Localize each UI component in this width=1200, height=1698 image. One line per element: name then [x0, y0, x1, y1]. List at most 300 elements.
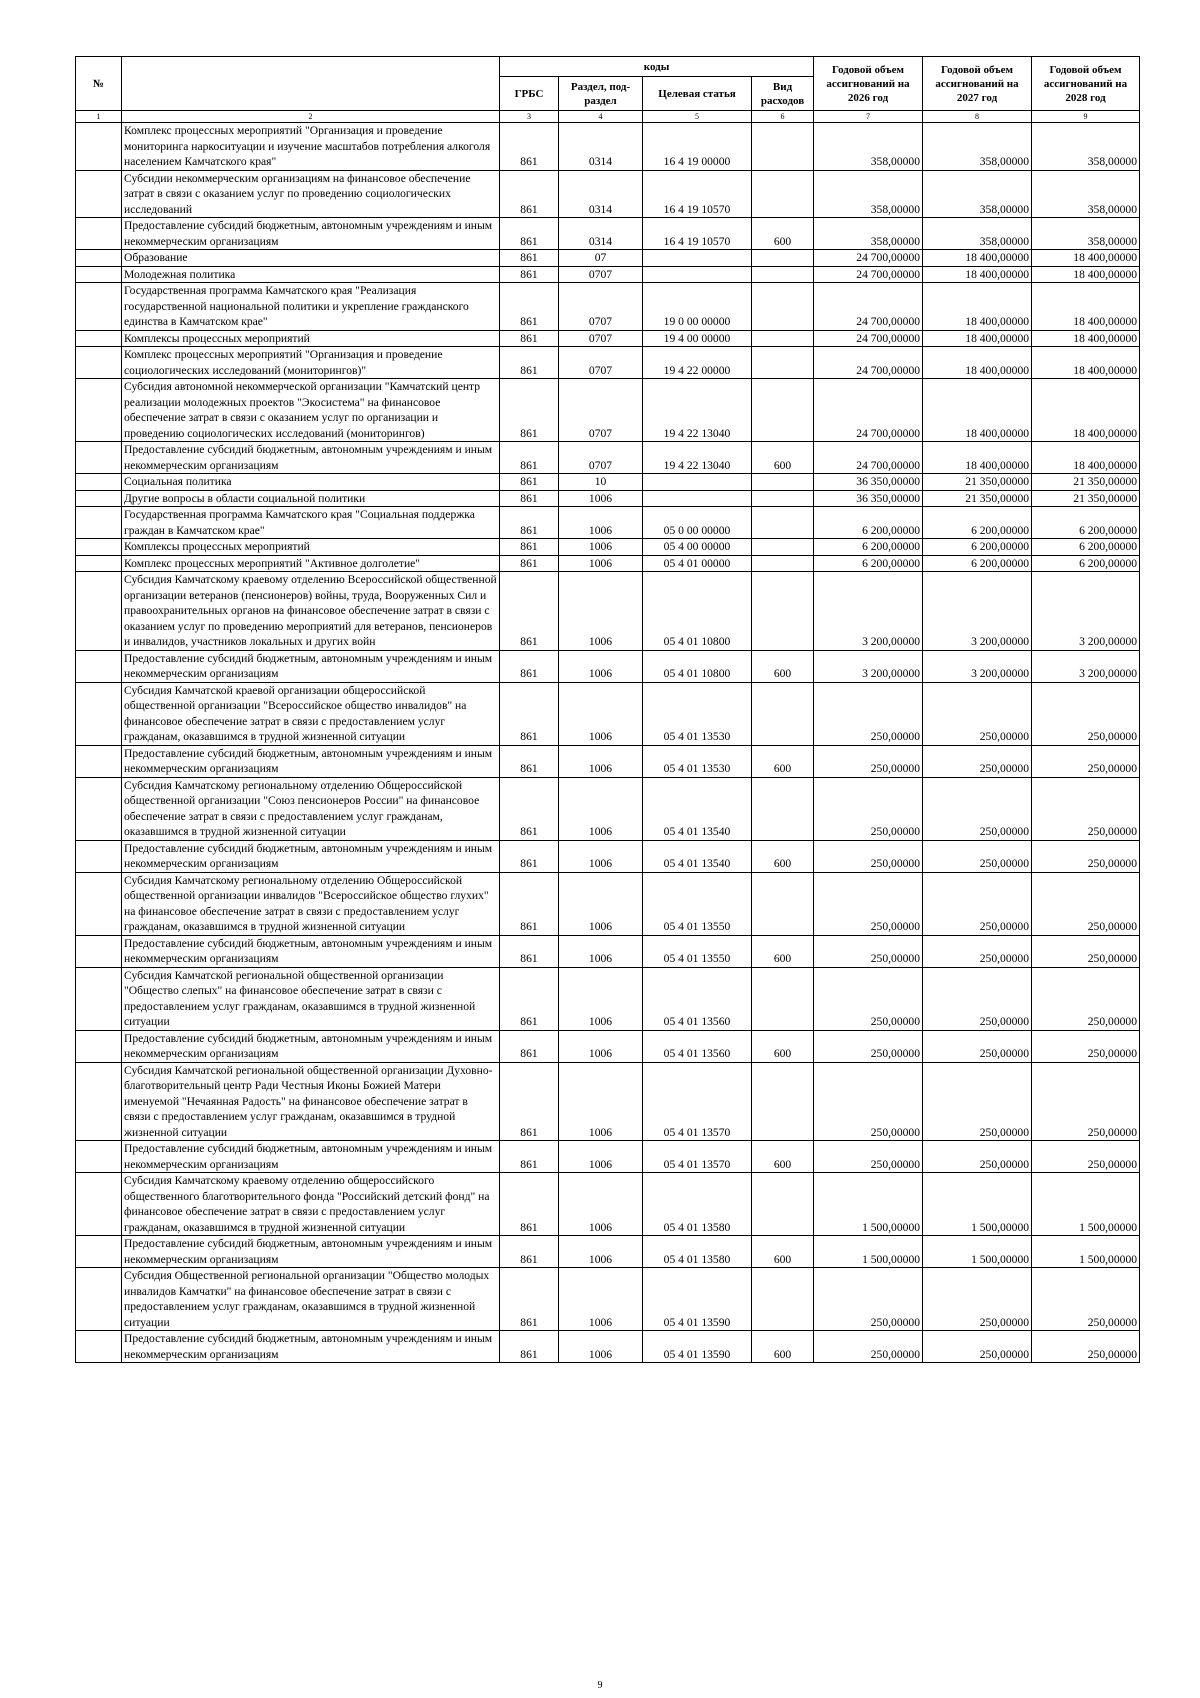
- grbs-cell: 861: [500, 123, 559, 171]
- row-number-cell: [76, 490, 122, 507]
- amount-2027-cell: 21 350,00000: [923, 490, 1032, 507]
- amount-2028-cell: 250,00000: [1032, 1331, 1140, 1363]
- row-name-cell: Субсидия Камчатской краевой организации общероссийской общественной организации "Всероссийское общество инвалидов" на финансовое обеспечение затрат в связи с предоставлением услуг гражданам, оказавшимся в трудной жизненной ситуации: [122, 682, 500, 745]
- section-cell: 1006: [559, 507, 643, 539]
- section-cell: 1006: [559, 1141, 643, 1173]
- table-row: [76, 777, 1140, 840]
- expense-type-cell: [752, 170, 814, 218]
- expense-type-cell: 600: [752, 935, 814, 967]
- grbs-cell: 861: [500, 555, 559, 572]
- grbs-cell: 861: [500, 1236, 559, 1268]
- amount-2028-cell: 18 400,00000: [1032, 250, 1140, 267]
- amount-2026-cell: 24 700,00000: [814, 442, 923, 474]
- amount-2027-cell: 250,00000: [923, 1141, 1032, 1173]
- amount-2028-cell: 250,00000: [1032, 1141, 1140, 1173]
- amount-2027-cell: 250,00000: [923, 935, 1032, 967]
- target-article-cell: 05 4 01 13560: [643, 967, 752, 1030]
- row-name-cell: Субсидия Камчатскому краевому отделению Всероссийской общественной организации ветеранов (пенсионеров) войны, труда, Вооруженных Сил и правоохранительных органов на финансовое обеспечение затрат в связи с оказанием услуг по проведению мероприятий для ветеранов, пенсионеров и инвалидов, участников локальных и других войн: [122, 572, 500, 651]
- amount-2026-cell: 358,00000: [814, 123, 923, 171]
- amount-2026-cell: 358,00000: [814, 218, 923, 250]
- expense-type-cell: [752, 572, 814, 651]
- amount-2026-cell: 6 200,00000: [814, 507, 923, 539]
- amount-2026-cell: 24 700,00000: [814, 250, 923, 267]
- grbs-cell: 861: [500, 745, 559, 777]
- row-number-cell: [76, 539, 122, 556]
- expense-type-cell: [752, 1268, 814, 1331]
- section-cell: 0314: [559, 170, 643, 218]
- amount-2028-cell: 18 400,00000: [1032, 442, 1140, 474]
- header-2028: Годовой объем ассигнований на 2028 год: [1032, 57, 1140, 111]
- amount-2028-cell: 358,00000: [1032, 218, 1140, 250]
- table-row: [76, 1062, 1140, 1141]
- header-no: №: [76, 57, 122, 111]
- header-2027: Годовой объем ассигнований на 2027 год: [923, 57, 1032, 111]
- amount-2027-cell: 250,00000: [923, 777, 1032, 840]
- row-number-cell: [76, 745, 122, 777]
- expense-type-cell: [752, 123, 814, 171]
- table-row: [76, 330, 1140, 347]
- header-name: [122, 57, 500, 111]
- row-number-cell: [76, 872, 122, 935]
- row-number-cell: [76, 682, 122, 745]
- row-name-cell: Комплексы процессных мероприятий: [122, 539, 500, 556]
- target-article-cell: 05 4 01 13540: [643, 777, 752, 840]
- amount-2026-cell: 250,00000: [814, 745, 923, 777]
- section-cell: 1006: [559, 840, 643, 872]
- grbs-cell: 861: [500, 250, 559, 267]
- section-cell: 0707: [559, 347, 643, 379]
- section-cell: 1006: [559, 539, 643, 556]
- amount-2028-cell: 250,00000: [1032, 1030, 1140, 1062]
- expense-type-cell: 600: [752, 745, 814, 777]
- grbs-cell: 861: [500, 650, 559, 682]
- row-number-cell: [76, 1062, 122, 1141]
- amount-2026-cell: 1 500,00000: [814, 1173, 923, 1236]
- table-row: [76, 1331, 1140, 1363]
- grbs-cell: 861: [500, 490, 559, 507]
- row-name-cell: Другие вопросы в области социальной политики: [122, 490, 500, 507]
- amount-2026-cell: 250,00000: [814, 967, 923, 1030]
- table-row: [76, 283, 1140, 331]
- section-cell: 1006: [559, 967, 643, 1030]
- amount-2026-cell: 24 700,00000: [814, 283, 923, 331]
- row-name-cell: Предоставление субсидий бюджетным, автономным учреждениям и иным некоммерческим организациям: [122, 442, 500, 474]
- column-number: 1: [76, 111, 122, 123]
- row-name-cell: Предоставление субсидий бюджетным, автономным учреждениям и иным некоммерческим организациям: [122, 840, 500, 872]
- grbs-cell: 861: [500, 347, 559, 379]
- target-article-cell: 05 4 01 10800: [643, 650, 752, 682]
- header-rz: Раздел, под-раздел: [559, 77, 643, 111]
- amount-2027-cell: 3 200,00000: [923, 572, 1032, 651]
- row-number-cell: [76, 442, 122, 474]
- amount-2026-cell: 3 200,00000: [814, 572, 923, 651]
- table-row: [76, 474, 1140, 491]
- row-number-cell: [76, 330, 122, 347]
- section-cell: 1006: [559, 1236, 643, 1268]
- row-number-cell: [76, 266, 122, 283]
- target-article-cell: [643, 250, 752, 267]
- amount-2027-cell: 250,00000: [923, 1268, 1032, 1331]
- amount-2027-cell: 18 400,00000: [923, 442, 1032, 474]
- amount-2026-cell: 24 700,00000: [814, 330, 923, 347]
- table-row: [76, 935, 1140, 967]
- section-cell: 1006: [559, 777, 643, 840]
- section-cell: 0707: [559, 442, 643, 474]
- grbs-cell: 861: [500, 872, 559, 935]
- expense-type-cell: 600: [752, 442, 814, 474]
- amount-2027-cell: 18 400,00000: [923, 266, 1032, 283]
- row-number-cell: [76, 283, 122, 331]
- amount-2028-cell: 250,00000: [1032, 872, 1140, 935]
- target-article-cell: 19 4 00 00000: [643, 330, 752, 347]
- amount-2026-cell: 250,00000: [814, 777, 923, 840]
- row-name-cell: Предоставление субсидий бюджетным, автономным учреждениям и иным некоммерческим организациям: [122, 1331, 500, 1363]
- row-number-cell: [76, 555, 122, 572]
- row-number-cell: [76, 777, 122, 840]
- expense-type-cell: 600: [752, 650, 814, 682]
- header-cs: Целевая статья: [643, 77, 752, 111]
- row-number-cell: [76, 507, 122, 539]
- table-row: [76, 490, 1140, 507]
- table-row: [76, 572, 1140, 651]
- row-number-cell: [76, 218, 122, 250]
- row-name-cell: Предоставление субсидий бюджетным, автономным учреждениям и иным некоммерческим организациям: [122, 1030, 500, 1062]
- amount-2026-cell: 250,00000: [814, 682, 923, 745]
- amount-2026-cell: 358,00000: [814, 170, 923, 218]
- budget-table: [75, 56, 1140, 1363]
- expense-type-cell: 600: [752, 1141, 814, 1173]
- amount-2028-cell: 3 200,00000: [1032, 572, 1140, 651]
- expense-type-cell: 600: [752, 840, 814, 872]
- amount-2028-cell: 18 400,00000: [1032, 283, 1140, 331]
- row-name-cell: Субсидии некоммерческим организациям на финансовое обеспечение затрат в связи с оказанием услуг по проведению социологических исследований: [122, 170, 500, 218]
- amount-2027-cell: 18 400,00000: [923, 250, 1032, 267]
- target-article-cell: 05 4 01 10800: [643, 572, 752, 651]
- amount-2028-cell: 21 350,00000: [1032, 490, 1140, 507]
- section-cell: 1006: [559, 1331, 643, 1363]
- grbs-cell: 861: [500, 474, 559, 491]
- column-number: 3: [500, 111, 559, 123]
- row-name-cell: Образование: [122, 250, 500, 267]
- expense-type-cell: [752, 555, 814, 572]
- amount-2028-cell: 250,00000: [1032, 935, 1140, 967]
- target-article-cell: [643, 490, 752, 507]
- expense-type-cell: [752, 283, 814, 331]
- grbs-cell: 861: [500, 1030, 559, 1062]
- grbs-cell: 861: [500, 218, 559, 250]
- amount-2027-cell: 18 400,00000: [923, 379, 1032, 442]
- column-number: 5: [643, 111, 752, 123]
- grbs-cell: 861: [500, 170, 559, 218]
- table-row: [76, 745, 1140, 777]
- section-cell: 1006: [559, 1173, 643, 1236]
- amount-2027-cell: 250,00000: [923, 840, 1032, 872]
- target-article-cell: 05 4 01 13550: [643, 935, 752, 967]
- row-number-cell: [76, 474, 122, 491]
- table-row: [76, 539, 1140, 556]
- section-cell: 0707: [559, 283, 643, 331]
- amount-2028-cell: 6 200,00000: [1032, 507, 1140, 539]
- table-row: [76, 1268, 1140, 1331]
- row-number-cell: [76, 1141, 122, 1173]
- section-cell: 1006: [559, 1062, 643, 1141]
- row-number-cell: [76, 347, 122, 379]
- amount-2027-cell: 1 500,00000: [923, 1236, 1032, 1268]
- column-number: 2: [122, 111, 500, 123]
- target-article-cell: 05 4 01 13570: [643, 1062, 752, 1141]
- expense-type-cell: [752, 474, 814, 491]
- amount-2026-cell: 24 700,00000: [814, 379, 923, 442]
- amount-2027-cell: 250,00000: [923, 872, 1032, 935]
- grbs-cell: 861: [500, 1331, 559, 1363]
- amount-2026-cell: 6 200,00000: [814, 555, 923, 572]
- section-cell: 1006: [559, 650, 643, 682]
- table-row: [76, 840, 1140, 872]
- section-cell: 1006: [559, 872, 643, 935]
- table-row: [76, 266, 1140, 283]
- amount-2028-cell: 250,00000: [1032, 840, 1140, 872]
- section-cell: 10: [559, 474, 643, 491]
- table-row: [76, 1030, 1140, 1062]
- amount-2028-cell: 250,00000: [1032, 777, 1140, 840]
- row-name-cell: Предоставление субсидий бюджетным, автономным учреждениям и иным некоммерческим организациям: [122, 1236, 500, 1268]
- expense-type-cell: [752, 1062, 814, 1141]
- amount-2027-cell: 21 350,00000: [923, 474, 1032, 491]
- amount-2027-cell: 250,00000: [923, 967, 1032, 1030]
- target-article-cell: 16 4 19 10570: [643, 218, 752, 250]
- grbs-cell: 861: [500, 682, 559, 745]
- amount-2028-cell: 358,00000: [1032, 123, 1140, 171]
- row-name-cell: Предоставление субсидий бюджетным, автономным учреждениям и иным некоммерческим организациям: [122, 935, 500, 967]
- column-number: 7: [814, 111, 923, 123]
- target-article-cell: 05 4 01 13550: [643, 872, 752, 935]
- row-name-cell: Предоставление субсидий бюджетным, автономным учреждениям и иным некоммерческим организациям: [122, 218, 500, 250]
- header-codes: коды: [500, 57, 814, 77]
- amount-2027-cell: 250,00000: [923, 1331, 1032, 1363]
- row-number-cell: [76, 170, 122, 218]
- row-name-cell: Субсидия Камчатской региональной общественной организации "Общество слепых" на финансовое обеспечение затрат в связи с предоставлением услуг гражданам, оказавшимся в трудной жизненной ситуации: [122, 967, 500, 1030]
- expense-type-cell: [752, 1173, 814, 1236]
- target-article-cell: 05 4 01 13590: [643, 1331, 752, 1363]
- header-vr: Вид расходов: [752, 77, 814, 111]
- amount-2026-cell: 250,00000: [814, 1268, 923, 1331]
- amount-2028-cell: 6 200,00000: [1032, 555, 1140, 572]
- expense-type-cell: [752, 872, 814, 935]
- amount-2028-cell: 250,00000: [1032, 967, 1140, 1030]
- amount-2027-cell: 250,00000: [923, 745, 1032, 777]
- target-article-cell: [643, 266, 752, 283]
- amount-2028-cell: 250,00000: [1032, 745, 1140, 777]
- section-cell: 0707: [559, 266, 643, 283]
- grbs-cell: 861: [500, 539, 559, 556]
- expense-type-cell: [752, 250, 814, 267]
- section-cell: 07: [559, 250, 643, 267]
- target-article-cell: 05 4 01 00000: [643, 555, 752, 572]
- amount-2027-cell: 6 200,00000: [923, 507, 1032, 539]
- section-cell: 0314: [559, 218, 643, 250]
- amount-2028-cell: 18 400,00000: [1032, 347, 1140, 379]
- amount-2028-cell: 250,00000: [1032, 1268, 1140, 1331]
- expense-type-cell: [752, 507, 814, 539]
- amount-2026-cell: 24 700,00000: [814, 266, 923, 283]
- target-article-cell: 05 0 00 00000: [643, 507, 752, 539]
- amount-2028-cell: 1 500,00000: [1032, 1173, 1140, 1236]
- table-row: [76, 218, 1140, 250]
- amount-2026-cell: 1 500,00000: [814, 1236, 923, 1268]
- amount-2028-cell: 21 350,00000: [1032, 474, 1140, 491]
- section-cell: 1006: [559, 1268, 643, 1331]
- amount-2026-cell: 36 350,00000: [814, 490, 923, 507]
- table-body: [76, 123, 1140, 1363]
- expense-type-cell: 600: [752, 1331, 814, 1363]
- row-number-cell: [76, 1331, 122, 1363]
- target-article-cell: 19 4 22 13040: [643, 379, 752, 442]
- table-row: [76, 650, 1140, 682]
- amount-2026-cell: 250,00000: [814, 935, 923, 967]
- target-article-cell: 19 0 00 00000: [643, 283, 752, 331]
- grbs-cell: 861: [500, 330, 559, 347]
- row-number-cell: [76, 650, 122, 682]
- row-name-cell: Субсидия Камчатскому краевому отделению общероссийского общественного благотворительного фонда "Российский детский фонд" на финансовое обеспечение затрат в связи с предоставлением услуг гражданам, оказавшимся в трудной жизненной ситуации: [122, 1173, 500, 1236]
- row-name-cell: Субсидия Камчатской региональной общественной организации Духовно-благотворительный центр Ради Честныя Иконы Божией Матери именуемой "Нечаянная Радость" на финансовое обеспечение затрат в связи с предоставлением услуг гражданам, оказавшимся в трудной жизненной ситуации: [122, 1062, 500, 1141]
- grbs-cell: 861: [500, 1141, 559, 1173]
- grbs-cell: 861: [500, 266, 559, 283]
- section-cell: 1006: [559, 682, 643, 745]
- amount-2027-cell: 18 400,00000: [923, 330, 1032, 347]
- table-row: [76, 682, 1140, 745]
- expense-type-cell: 600: [752, 218, 814, 250]
- target-article-cell: [643, 474, 752, 491]
- amount-2027-cell: 250,00000: [923, 682, 1032, 745]
- table-row: [76, 442, 1140, 474]
- column-number: 9: [1032, 111, 1140, 123]
- table-row: [76, 967, 1140, 1030]
- amount-2026-cell: 3 200,00000: [814, 650, 923, 682]
- expense-type-cell: [752, 379, 814, 442]
- expense-type-cell: [752, 777, 814, 840]
- amount-2026-cell: 250,00000: [814, 1141, 923, 1173]
- target-article-cell: 19 4 22 13040: [643, 442, 752, 474]
- row-number-cell: [76, 572, 122, 651]
- row-number-cell: [76, 967, 122, 1030]
- table-row: [76, 170, 1140, 218]
- section-cell: 1006: [559, 1030, 643, 1062]
- header-2026: Годовой объем ассигнований на 2026 год: [814, 57, 923, 111]
- target-article-cell: 05 4 01 13560: [643, 1030, 752, 1062]
- row-name-cell: Государственная программа Камчатского края "Социальная поддержка граждан в Камчатском крае": [122, 507, 500, 539]
- expense-type-cell: [752, 539, 814, 556]
- row-name-cell: Субсидия Камчатскому региональному отделению Общероссийской общественной организации инвалидов "Всероссийское общество глухих" на финансовое обеспечение затрат в связи с предоставлением услуг гражданам, оказавшимся в трудной жизненной ситуации: [122, 872, 500, 935]
- row-name-cell: Государственная программа Камчатского края "Реализация государственной национальной политики и укрепление гражданского единства в Камчатском крае": [122, 283, 500, 331]
- amount-2027-cell: 358,00000: [923, 170, 1032, 218]
- target-article-cell: 05 4 01 13530: [643, 745, 752, 777]
- page-number: 9: [597, 1680, 603, 1691]
- table-row: [76, 347, 1140, 379]
- section-cell: 0707: [559, 330, 643, 347]
- grbs-cell: 861: [500, 283, 559, 331]
- amount-2028-cell: 6 200,00000: [1032, 539, 1140, 556]
- row-name-cell: Молодежная политика: [122, 266, 500, 283]
- expense-type-cell: [752, 682, 814, 745]
- table-row: [76, 123, 1140, 171]
- table-row: [76, 1173, 1140, 1236]
- amount-2028-cell: 358,00000: [1032, 170, 1140, 218]
- expense-type-cell: 600: [752, 1030, 814, 1062]
- target-article-cell: 16 4 19 00000: [643, 123, 752, 171]
- section-cell: 1006: [559, 555, 643, 572]
- amount-2026-cell: 250,00000: [814, 840, 923, 872]
- table-row: [76, 872, 1140, 935]
- amount-2026-cell: 250,00000: [814, 1331, 923, 1363]
- row-name-cell: Комплекс процессных мероприятий "Организация и проведение мониторинга наркоситуации и изучение масштабов потребления алкоголя населением Камчатского края": [122, 123, 500, 171]
- amount-2027-cell: 250,00000: [923, 1062, 1032, 1141]
- grbs-cell: 861: [500, 777, 559, 840]
- row-number-cell: [76, 1030, 122, 1062]
- table-row: [76, 507, 1140, 539]
- amount-2027-cell: 3 200,00000: [923, 650, 1032, 682]
- row-number-cell: [76, 1236, 122, 1268]
- amount-2028-cell: 1 500,00000: [1032, 1236, 1140, 1268]
- target-article-cell: 05 4 01 13530: [643, 682, 752, 745]
- table-row: [76, 250, 1140, 267]
- row-name-cell: Субсидия Общественной региональной организации "Общество молодых инвалидов Камчатки" на финансовое обеспечение затрат в связи с предоставлением услуг гражданам, оказавшимся в трудной жизненной ситуации: [122, 1268, 500, 1331]
- expense-type-cell: 600: [752, 1236, 814, 1268]
- column-number: 4: [559, 111, 643, 123]
- amount-2027-cell: 1 500,00000: [923, 1173, 1032, 1236]
- section-cell: 1006: [559, 572, 643, 651]
- amount-2028-cell: 250,00000: [1032, 682, 1140, 745]
- target-article-cell: 05 4 01 13540: [643, 840, 752, 872]
- row-name-cell: Комплекс процессных мероприятий "Активное долголетие": [122, 555, 500, 572]
- amount-2028-cell: 250,00000: [1032, 1062, 1140, 1141]
- amount-2026-cell: 250,00000: [814, 1062, 923, 1141]
- amount-2026-cell: 36 350,00000: [814, 474, 923, 491]
- target-article-cell: 19 4 22 00000: [643, 347, 752, 379]
- row-number-cell: [76, 935, 122, 967]
- amount-2026-cell: 250,00000: [814, 1030, 923, 1062]
- row-number-cell: [76, 1268, 122, 1331]
- expense-type-cell: [752, 330, 814, 347]
- target-article-cell: 05 4 01 13590: [643, 1268, 752, 1331]
- amount-2027-cell: 18 400,00000: [923, 347, 1032, 379]
- amount-2028-cell: 18 400,00000: [1032, 330, 1140, 347]
- target-article-cell: 05 4 01 13580: [643, 1236, 752, 1268]
- row-name-cell: Социальная политика: [122, 474, 500, 491]
- grbs-cell: 861: [500, 507, 559, 539]
- section-cell: 0707: [559, 379, 643, 442]
- header-grbs: ГРБС: [500, 77, 559, 111]
- grbs-cell: 861: [500, 442, 559, 474]
- amount-2027-cell: 358,00000: [923, 123, 1032, 171]
- target-article-cell: 16 4 19 10570: [643, 170, 752, 218]
- grbs-cell: 861: [500, 1173, 559, 1236]
- amount-2026-cell: 6 200,00000: [814, 539, 923, 556]
- row-name-cell: Субсидия автономной некоммерческой организации "Камчатский центр реализации молодежных проектов "Экосистема" на финансовое обеспечение затрат в связи с оказанием услуг по организации и проведению социологических исследований (мониторингов): [122, 379, 500, 442]
- row-name-cell: Комплекс процессных мероприятий "Организация и проведение социологических исследований (мониторингов)": [122, 347, 500, 379]
- row-number-cell: [76, 123, 122, 171]
- section-cell: 0314: [559, 123, 643, 171]
- expense-type-cell: [752, 490, 814, 507]
- table-row: [76, 1236, 1140, 1268]
- amount-2028-cell: 3 200,00000: [1032, 650, 1140, 682]
- grbs-cell: 861: [500, 1062, 559, 1141]
- column-number: 6: [752, 111, 814, 123]
- column-number-row: [76, 111, 1140, 123]
- amount-2028-cell: 18 400,00000: [1032, 266, 1140, 283]
- amount-2027-cell: 6 200,00000: [923, 555, 1032, 572]
- grbs-cell: 861: [500, 1268, 559, 1331]
- expense-type-cell: [752, 266, 814, 283]
